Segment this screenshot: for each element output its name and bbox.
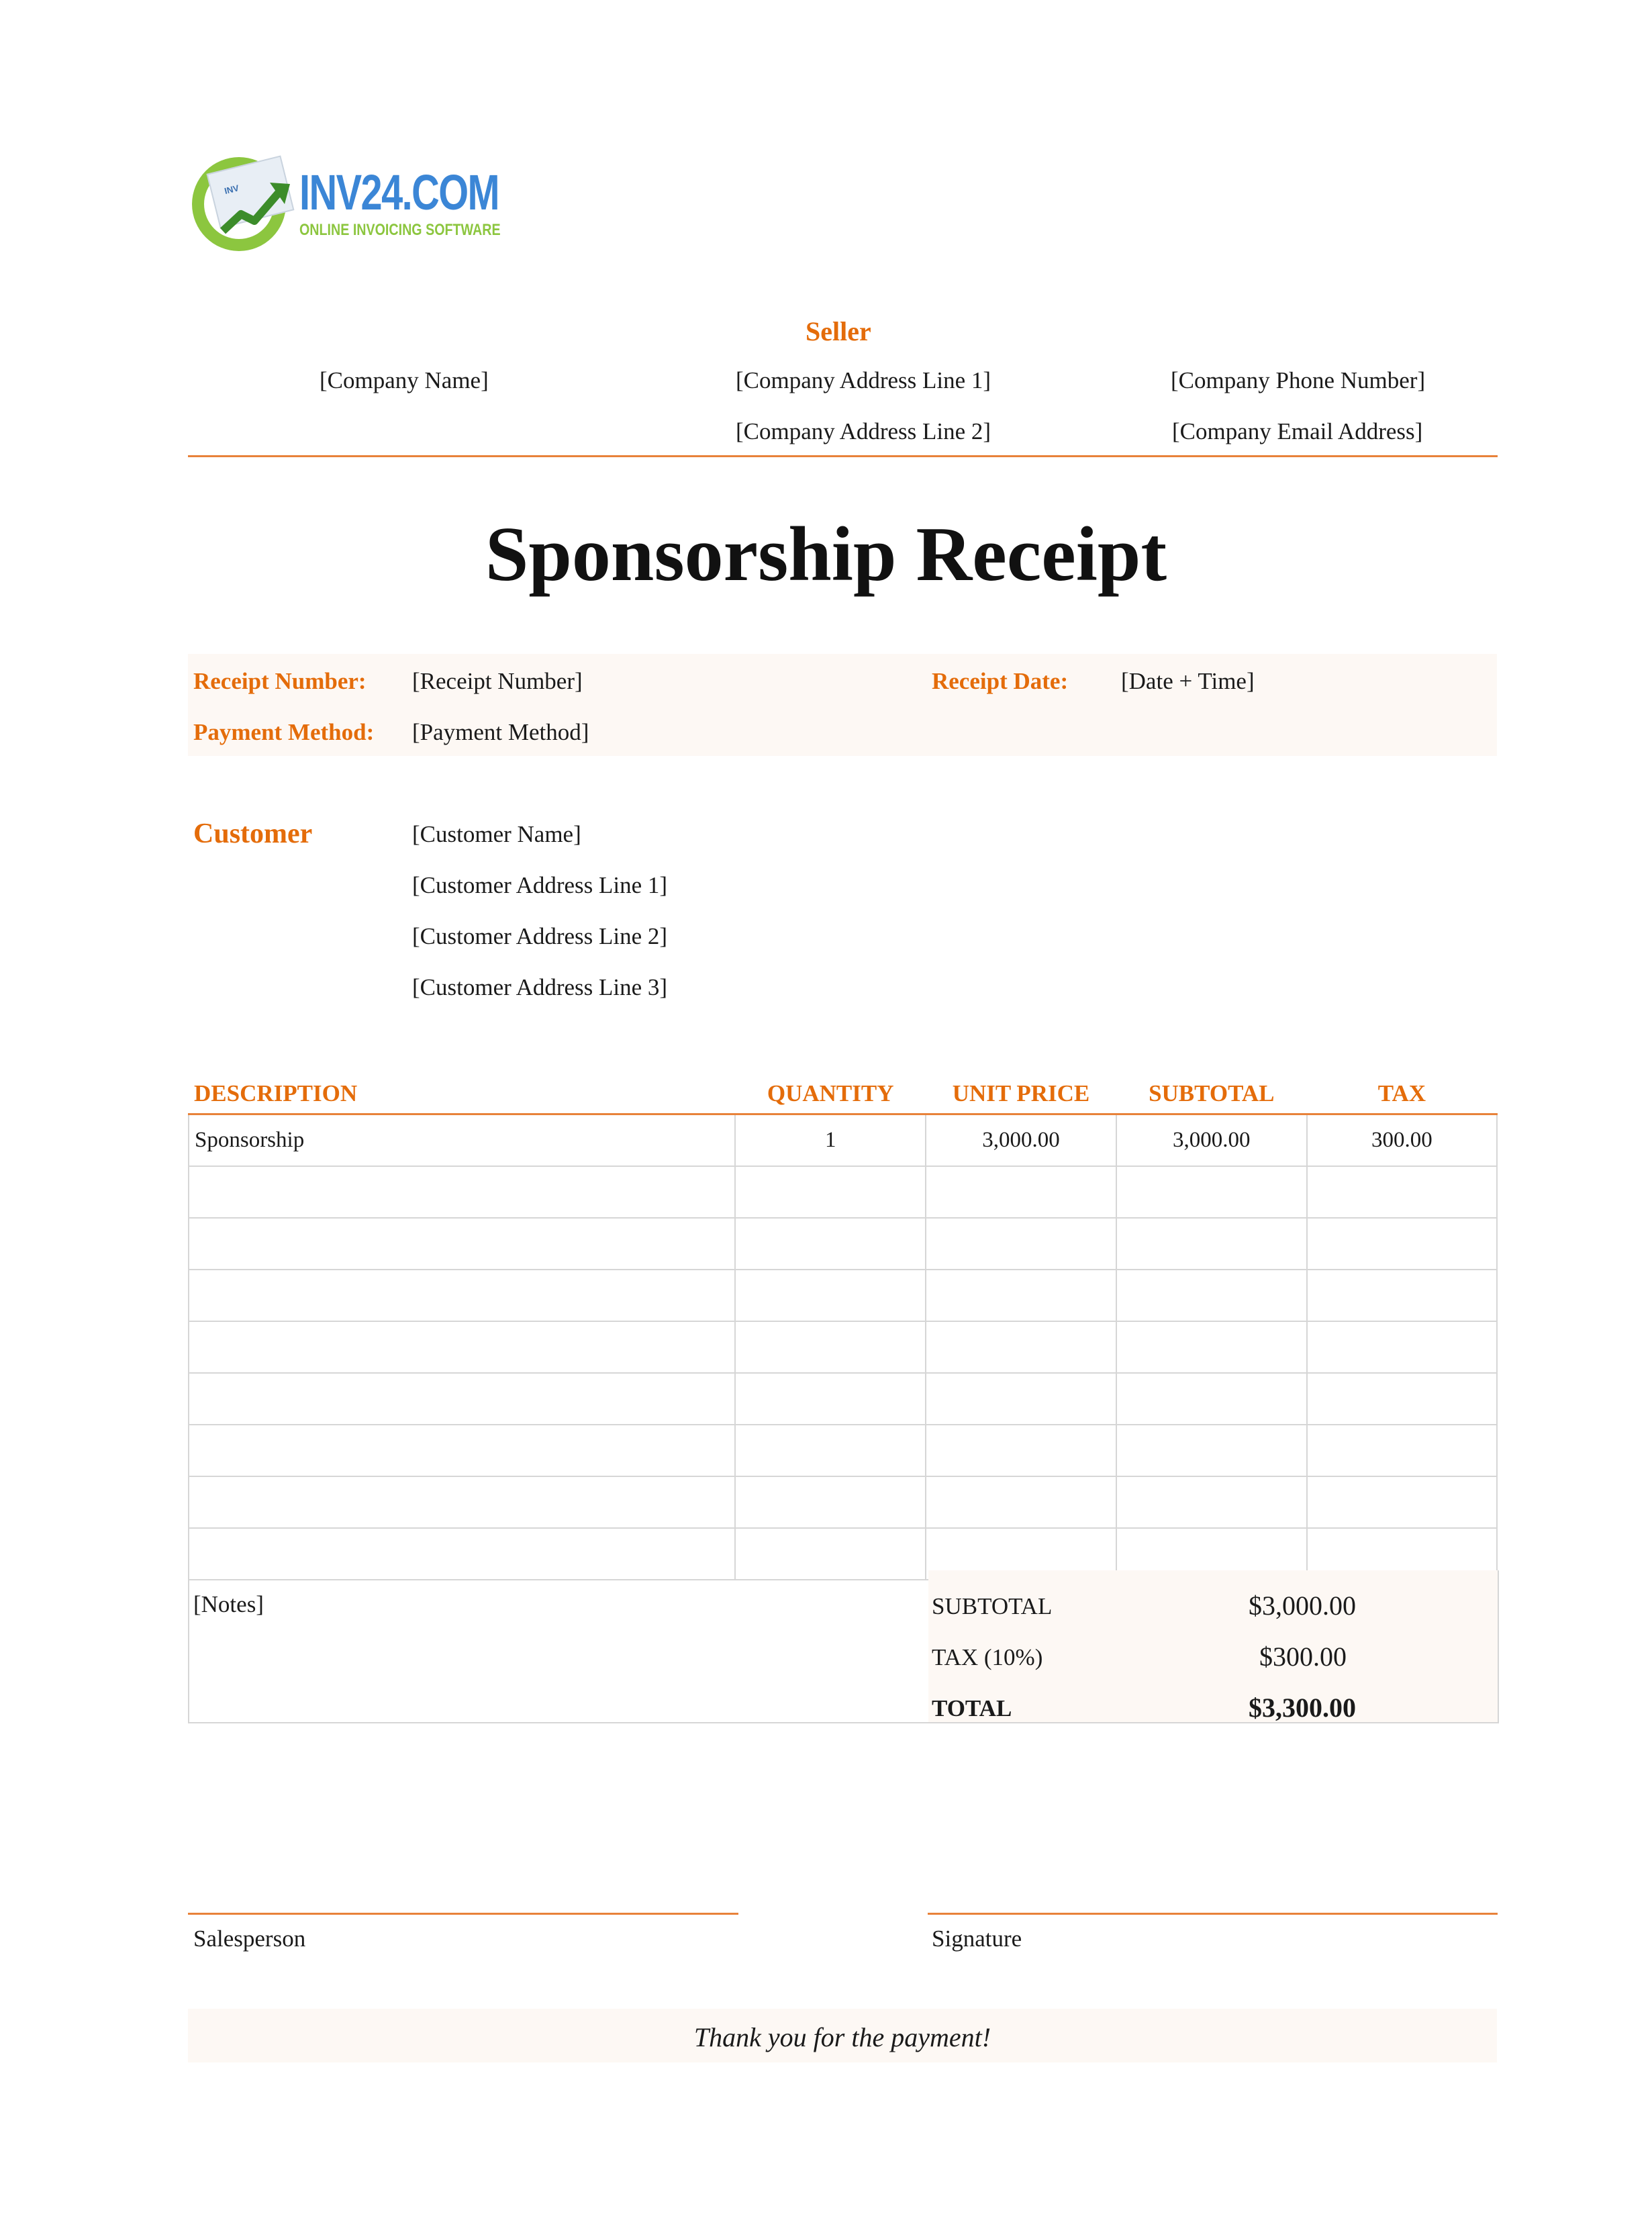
table-row [189, 1425, 1497, 1476]
items-header-row [189, 1074, 1497, 1114]
table-row [189, 1270, 1497, 1321]
table-row [189, 1166, 1497, 1218]
cell-quantity [735, 1425, 926, 1476]
signature-label: Signature [932, 1925, 1022, 1952]
customer-name: [Customer Name] [412, 821, 581, 847]
header-tax: TAX [1307, 1074, 1497, 1114]
cell-description [189, 1270, 735, 1321]
payment-method-value: [Payment Method] [412, 719, 589, 745]
header-unit-price: UNIT PRICE [926, 1074, 1116, 1114]
cell-unit-price [926, 1425, 1116, 1476]
customer-address-line-2: [Customer Address Line 2] [412, 923, 668, 949]
cell-description [189, 1476, 735, 1528]
cell-quantity [735, 1476, 926, 1528]
subtotal-label: SUBTOTAL [932, 1593, 1053, 1619]
total-value: $3,300.00 [1249, 1693, 1356, 1723]
cell-quantity [735, 1166, 926, 1218]
cell-tax [1307, 1270, 1497, 1321]
salesperson-line [188, 1913, 738, 1915]
receipt-number-value: [Receipt Number] [412, 668, 583, 694]
header-quantity: QUANTITY [735, 1074, 926, 1114]
cell-description: Sponsorship [189, 1114, 735, 1167]
salesperson-label: Salesperson [193, 1925, 306, 1952]
tax-value: $300.00 [1259, 1642, 1347, 1672]
table-row [189, 1373, 1497, 1425]
signature-line [928, 1913, 1498, 1915]
customer-heading: Customer [193, 818, 313, 849]
receipt-info-band [188, 654, 1497, 756]
table-row [189, 1321, 1497, 1373]
cell-subtotal [1116, 1270, 1307, 1321]
cell-subtotal [1116, 1476, 1307, 1528]
cell-unit-price [926, 1321, 1116, 1373]
cell-quantity [735, 1373, 926, 1425]
company-logo [192, 157, 501, 258]
thanks-message: Thank you for the payment! [693, 2022, 991, 2052]
cell-subtotal: 3,000.00 [1116, 1114, 1307, 1167]
cell-subtotal [1116, 1218, 1307, 1270]
header-subtotal: SUBTOTAL [1116, 1074, 1307, 1114]
cell-subtotal [1116, 1373, 1307, 1425]
tax-label: TAX (10%) [932, 1644, 1043, 1670]
cell-unit-price [926, 1270, 1116, 1321]
cell-unit-price [926, 1218, 1116, 1270]
cell-tax [1307, 1218, 1497, 1270]
cell-quantity [735, 1270, 926, 1321]
cell-tax [1307, 1166, 1497, 1218]
cell-unit-price: 3,000.00 [926, 1114, 1116, 1167]
table-row [189, 1476, 1497, 1528]
cell-subtotal [1116, 1166, 1307, 1218]
cell-tax [1307, 1425, 1497, 1476]
receipt-date-label: Receipt Date: [932, 668, 1069, 694]
items-table [188, 1074, 1498, 1580]
total-label: TOTAL [932, 1695, 1012, 1721]
cell-description [189, 1321, 735, 1373]
notes-text: [Notes] [193, 1591, 264, 1617]
receipt-date-value: [Date + Time] [1121, 668, 1255, 694]
seller-address-line-1: [Company Address Line 1] [736, 367, 991, 393]
seller-phone: [Company Phone Number] [1171, 367, 1426, 393]
cell-subtotal [1116, 1425, 1307, 1476]
cell-quantity [735, 1218, 926, 1270]
cell-quantity [735, 1321, 926, 1373]
cell-unit-price [926, 1166, 1116, 1218]
customer-address-line-3: [Customer Address Line 3] [412, 974, 668, 1000]
payment-method-label: Payment Method: [193, 719, 375, 745]
cell-tax: 300.00 [1307, 1114, 1497, 1167]
seller-company-name: [Company Name] [320, 367, 489, 393]
seller-divider [188, 455, 1498, 457]
cell-description [189, 1218, 735, 1270]
page-title: Sponsorship Receipt [485, 512, 1167, 598]
seller-email: [Company Email Address] [1172, 418, 1423, 444]
cell-unit-price [926, 1476, 1116, 1528]
header-description: DESCRIPTION [189, 1074, 735, 1114]
receipt-number-label: Receipt Number: [193, 668, 367, 694]
growth-arrow-icon [217, 177, 291, 238]
table-row [189, 1218, 1497, 1270]
seller-address-line-2: [Company Address Line 2] [736, 418, 991, 444]
cell-tax [1307, 1476, 1497, 1528]
cell-description [189, 1373, 735, 1425]
cell-unit-price [926, 1373, 1116, 1425]
logo-brand-text: INV24.COM [299, 164, 499, 220]
customer-address-line-1: [Customer Address Line 1] [412, 872, 668, 898]
logo-tagline: ONLINE INVOICING SOFTWARE [299, 221, 501, 239]
cell-description [189, 1425, 735, 1476]
cell-quantity: 1 [735, 1114, 926, 1167]
table-row [189, 1114, 1497, 1167]
subtotal-value: $3,000.00 [1249, 1590, 1356, 1621]
cell-tax [1307, 1373, 1497, 1425]
cell-description [189, 1166, 735, 1218]
seller-heading: Seller [806, 316, 871, 346]
cell-subtotal [1116, 1321, 1307, 1373]
logo-document-icon: INV [207, 155, 295, 228]
cell-tax [1307, 1321, 1497, 1373]
